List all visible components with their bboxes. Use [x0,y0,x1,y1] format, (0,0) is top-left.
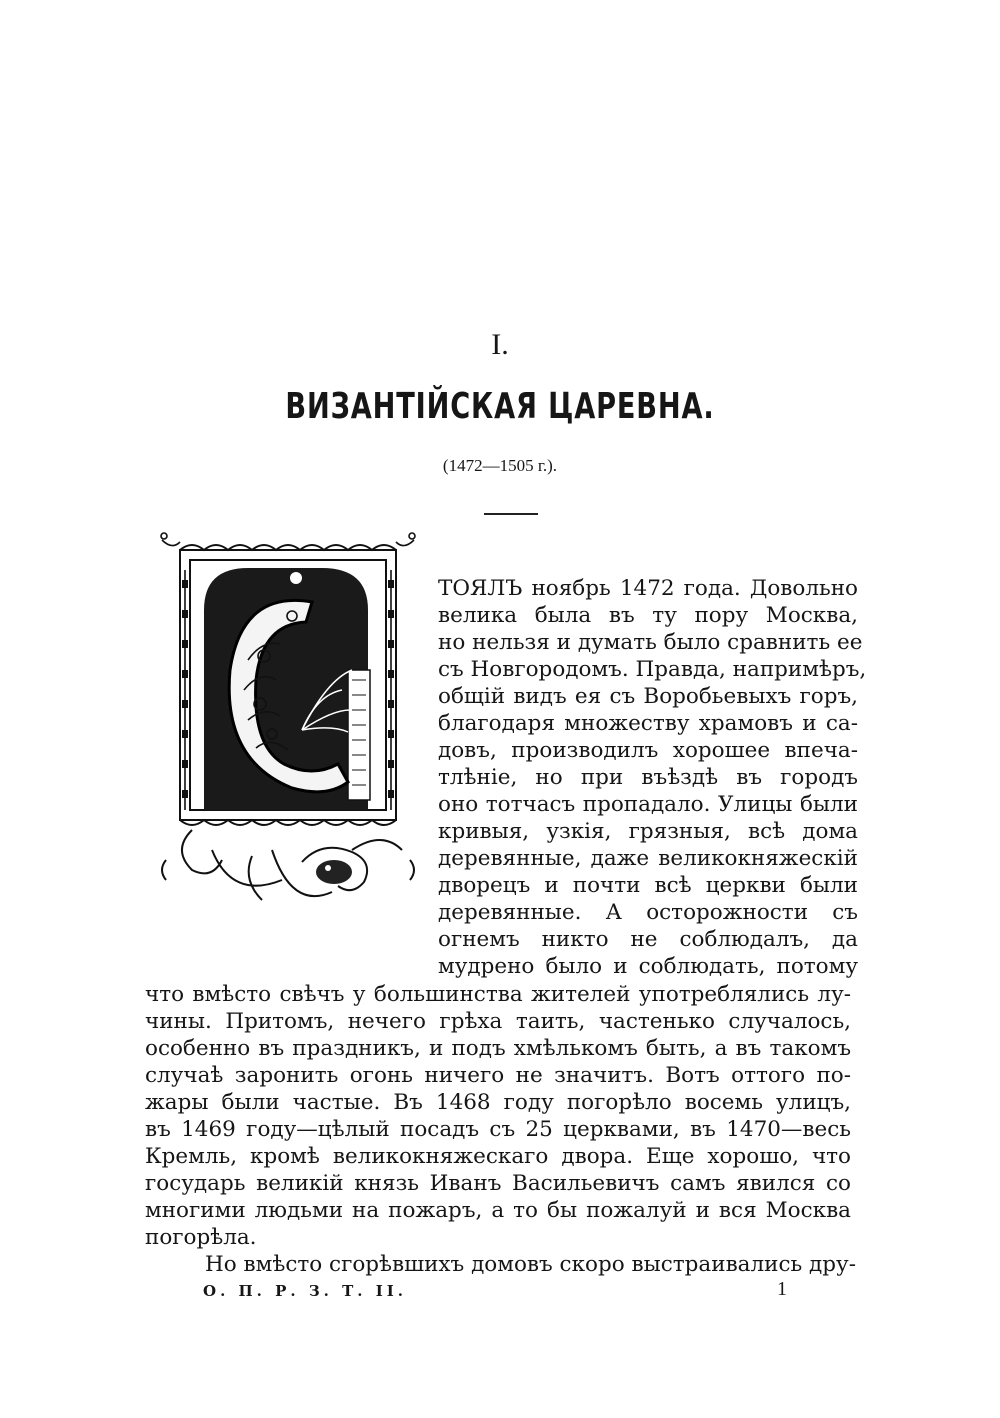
body-line: деревянные, даже великокняжескій [438,846,858,871]
body-line: благодаря множеству храмовъ и са- [438,711,858,736]
body-line: мудрено было и соблюдать, потому [438,954,858,979]
body-line: тлѣніе, но при въѣздѣ въ городъ [438,765,858,790]
body-line: чины. Притомъ, нечего грѣха таить, частенько случалось, [145,1009,851,1034]
body-line: что вмѣсто свѣчъ у большинства жителей употреблялись лу- [145,982,851,1007]
body-line: но нельзя и думать было сравнить ее [438,630,863,655]
body-line: жары были частые. Въ 1468 году погорѣло восемь улицъ, [145,1090,851,1115]
chapter-title: ВИЗАНТІЙСКАЯ ЦАРЕВНА. [285,386,715,427]
body-line: государь великій князь Иванъ Васильевичъ самъ явился со [145,1171,851,1196]
paragraph-start-line: Но вмѣсто сгорѣвшихъ домовъ скоро выстраивались дру- [205,1252,856,1277]
body-line: Кремль, кромѣ великокняжескаго двора. Еще хорошо, что [145,1144,851,1169]
body-line: многими людьми на пожаръ, а то бы пожалуй и вся Москва [145,1198,851,1223]
chapter-number: I. [491,328,509,361]
ornamental-initial-icon [152,520,424,928]
body-line: въ 1469 году—цѣлый посадъ съ 25 церквами, въ 1470—весь [145,1117,851,1142]
chapter-dates: (1472—1505 г.). [442,456,558,475]
body-line: деревянные. А осторожности съ [438,900,858,925]
body-line: огнемъ никто не соблюдалъ, да [438,927,858,952]
body-line: ТОЯЛЪ ноябрь 1472 года. Довольно [438,576,858,601]
title-rule [484,513,538,515]
body-line: особенно въ праздникъ, и подъ хмѣлькомъ быть, а въ такомъ [145,1036,851,1061]
body-line: кривыя, узкія, грязныя, всѣ дома [438,819,858,844]
body-line: оно тотчасъ пропадало. Улицы были [438,792,858,817]
body-line: велика была въ ту пору Москва, [438,603,858,628]
body-line: дворецъ и почти всѣ церкви были [438,873,858,898]
body-line: погорѣла. [145,1225,257,1250]
body-line: общій видъ ея съ Воробьевыхъ горъ, [438,684,858,709]
page-number: 1 [777,1278,787,1300]
body-line: случаѣ заронить огонь ничего не значитъ. Вотъ оттого по- [145,1063,851,1088]
body-line: съ Новгородомъ. Правда, напримѣръ, [438,657,867,682]
signature-mark: О. П. Р. З. Т. II. [203,1282,407,1300]
body-line: довъ, производилъ хорошее впеча- [438,738,858,763]
